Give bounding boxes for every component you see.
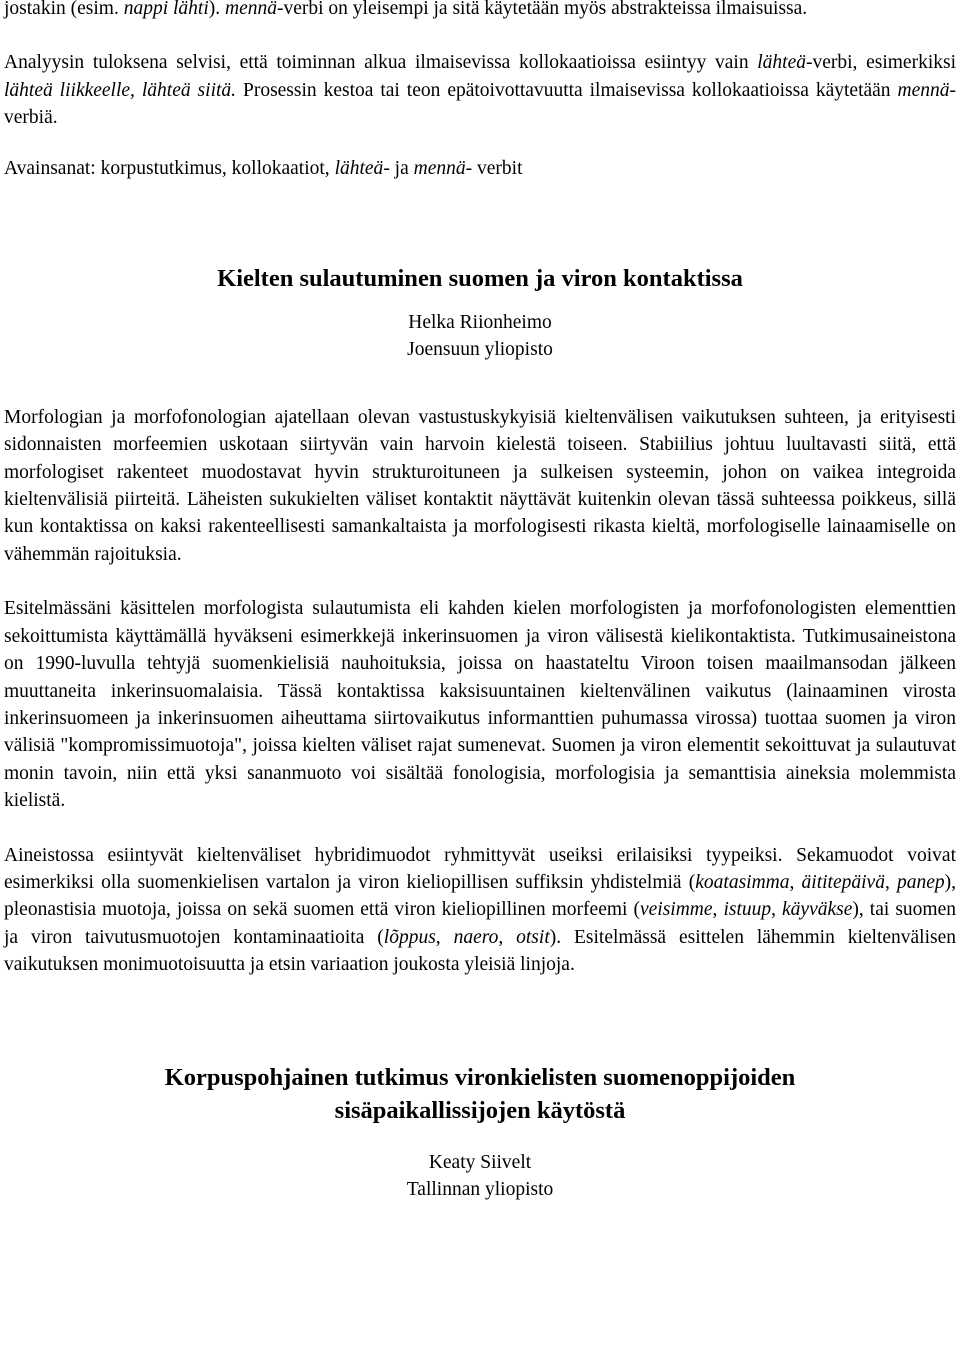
italic-term: veisimme bbox=[639, 899, 713, 921]
text-run: , bbox=[712, 899, 724, 921]
text-run: Avainsanat: korpustutkimus, kollokaatiot, bbox=[4, 157, 335, 179]
author-name: Helka Riionheimo bbox=[408, 312, 552, 334]
text-run: -verbiä. bbox=[4, 79, 956, 129]
text-run: -verbi on yleisempi ja sitä käytetään myös abstrakteissa ilmaisuissa. bbox=[277, 0, 808, 19]
text-run: , bbox=[884, 871, 897, 893]
text-run: - ja bbox=[383, 157, 414, 179]
italic-term: lähteä liikkeelle, lähteä siitä. bbox=[4, 79, 237, 101]
italic-term: äititepäivä bbox=[801, 871, 885, 893]
author-block-2 bbox=[4, 1149, 956, 1204]
text-run: ), pleonastisia muotoja, joissa on sekä suomen että viron kieliopillinen morfeemi ( bbox=[4, 871, 957, 921]
section-title-2 bbox=[4, 1061, 956, 1127]
italic-term: mennä bbox=[413, 157, 466, 179]
text-run: , bbox=[498, 926, 517, 948]
paragraph-1: Morfologian ja morfofonologian ajatellaan olevan vastustuskykyisiä kieltenvälisen vaikutuksen suhteen, ja erityisesti sidonnaisten morfeemien uskotaan siirtyvän vain harvoin kielestä toiseen. Stabiilius johtuu luultavasti siitä, että morfologiset rakenteet muodostavat hyvin strukturoituneen ja sulkeisen systeemin, johon on vaikea integroida kieltenvälisiä piirteitä. Läheisten sukukielten väliset kontaktit näyttävät kuitenkin olevan tässä suhteessa poikkeus, sillä kun kontaktissa on kaksi rakenteellisesti samankaltaista ja morfologisesti rikasta kieltä, morfologiselle lainaamiselle on vähemmän rajoituksia. bbox=[4, 406, 956, 565]
text-run: jostakin (esim. bbox=[4, 0, 124, 19]
italic-term: koatasimma bbox=[695, 871, 790, 893]
italic-term: naero bbox=[453, 926, 499, 948]
italic-term: mennä bbox=[225, 0, 277, 19]
italic-term: nappi lähti bbox=[123, 0, 209, 19]
text-run: ). bbox=[208, 0, 225, 19]
title-line: Korpuspohjainen tutkimus vironkielisten suomenoppijoiden bbox=[164, 1063, 796, 1091]
italic-term: lähteä bbox=[334, 157, 384, 179]
paragraph-2: Esitelmässäni käsittelen morfologista sulautumista eli kahden kielen morfologisten ja morfofonologisten elementtien sekoittumista käyttämällä hyväkseni esimerkkejä inkerinsuomen ja viron välisestä kielikontaktista. Tutkimusaineistona on 1990-luvulla tehtyjä suomenkielisiä nauhoituksia, joissa on haastateltu Viroon toisen maailmansodan jälkeen muuttaneita inkerinsuomalaisia. Tässä kontaktissa kaksisuuntainen kieltenvälinen vaikutus (lainaaminen virosta inkerinsuomeen ja inkerinsuomen aiheuttama siirtovaikutus informanttien puhumassa virossa) tuottaa suomen ja viron välisiä "kompromissimuotoja", joissa kielten väliset rajat sumenevat. Suomen ja viron elementit sekoittuvat ja sulautuvat monin tavoin, niin että yksi sananmuoto voi sisältää fonologisia, morfologisia ja semanttisia aineksia molemmista kielistä. bbox=[4, 598, 956, 812]
text-run: , bbox=[771, 899, 783, 921]
author-affiliation-2: Tallinnan yliopisto bbox=[406, 1178, 554, 1200]
text-run: Analyysin tuloksena selvisi, että toiminnan alkua ilmaisevissa kollokaatioissa esiintyy vain bbox=[4, 52, 758, 74]
author-name-2: Keaty Siivelt bbox=[428, 1151, 532, 1173]
italic-term: käyväkse bbox=[782, 899, 853, 921]
title-line: sisäpaikallissijojen käytöstä bbox=[334, 1096, 626, 1124]
keywords bbox=[4, 155, 956, 182]
text-run: ), tai suomen ja viron taivutusmuotojen kontaminaatioita ( bbox=[4, 899, 956, 948]
author-affiliation: Joensuun yliopisto bbox=[407, 339, 553, 361]
section-title: Kielten sulautuminen suomen ja viron kontaktissa bbox=[217, 265, 743, 293]
text-run: Prosessin kestoa tai teon epätoivottavuutta ilmaisevissa kollokaatioissa käytetään bbox=[236, 79, 898, 101]
italic-term: lähteä bbox=[757, 52, 806, 74]
text-run: , bbox=[435, 926, 454, 948]
italic-term: lõppus bbox=[383, 926, 436, 948]
paragraph-analysis bbox=[4, 49, 956, 131]
paragraph-3 bbox=[4, 842, 956, 979]
italic-term: otsit bbox=[516, 926, 550, 948]
text-run: -verbi, esimerkiksi bbox=[806, 52, 956, 74]
author-block bbox=[4, 309, 956, 364]
text-run: Aineistossa esiintyvät kieltenväliset hybridimuodot ryhmittyvät useiksi erilaisiksi tyypeiksi. Sekamuodot voivat esimerkiksi olla suomenkielisen vartalon ja viron kieliopillisen suffiksin yhdistelmiä ( bbox=[4, 844, 956, 893]
italic-term: istuup bbox=[723, 899, 772, 921]
italic-term: mennä bbox=[897, 79, 950, 101]
document-page bbox=[4, 0, 956, 1203]
italic-term: panep bbox=[897, 871, 945, 893]
paragraph-top bbox=[4, 0, 956, 22]
text-run: , bbox=[789, 871, 802, 893]
text-run: ). Esitelmässä esittelen lähemmin kieltenvälisen vaikutuksen monimuotoisuutta ja etsin variaation joukosta yleisiä linjoja. bbox=[4, 926, 957, 976]
text-run: - verbit bbox=[465, 157, 523, 179]
